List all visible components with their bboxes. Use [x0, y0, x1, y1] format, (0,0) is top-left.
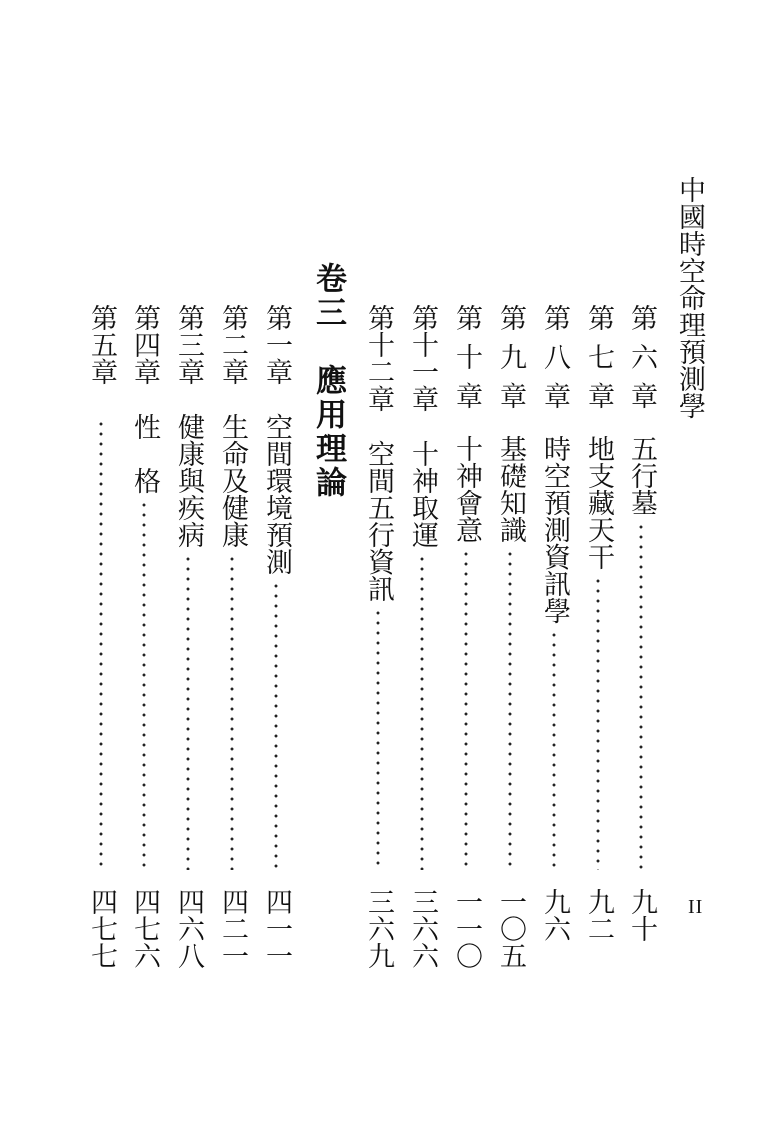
toc-leader-dots	[508, 549, 512, 870]
toc-chapter: 第五章	[86, 304, 117, 385]
toc-entry-label	[409, 304, 436, 548]
toc-title: 空間五行資訊	[363, 440, 394, 602]
toc-leader-dots	[142, 500, 146, 870]
toc-chapter: 第一章	[261, 304, 292, 385]
toc-entry-label	[219, 304, 246, 548]
book-title: 中國時空命理預測學	[674, 176, 705, 419]
toc-entry-label	[541, 304, 568, 624]
toc-entry-label	[497, 304, 524, 543]
toc-entry-label	[263, 304, 290, 575]
toc-title: 生命及健康	[217, 413, 248, 548]
toc-leader-dots	[639, 522, 643, 870]
toc-page-number: 九二	[583, 888, 614, 942]
toc-title: 時空預測資訊學	[539, 435, 570, 624]
toc-page-number: 三六九	[363, 888, 394, 969]
toc-entry-label	[585, 304, 612, 570]
toc-chapter: 第九章	[495, 304, 526, 421]
toc-leader-dots	[230, 554, 234, 870]
toc-chapter: 第七章	[583, 304, 614, 421]
toc-page-number: 四六八	[173, 888, 204, 969]
toc-entry-label	[365, 304, 392, 602]
toc-leader-dots	[596, 576, 600, 870]
toc-chapter: 第三章	[173, 304, 204, 385]
page-number: II	[688, 896, 704, 918]
toc-page-number: 九十	[626, 888, 657, 942]
toc-chapter: 第八章	[539, 304, 570, 421]
toc-chapter: 第十一章	[407, 304, 438, 412]
toc-entry-label	[628, 304, 655, 516]
toc-title: 十神會意	[451, 435, 482, 543]
toc-chapter: 第十二章	[363, 304, 394, 412]
toc-leader-dots	[274, 581, 278, 870]
toc-entry-label	[453, 304, 480, 543]
toc-title: 地支藏天干	[583, 435, 614, 570]
section-title: 卷三 應用理論	[310, 262, 346, 500]
toc-leader-dots	[420, 554, 424, 870]
toc-title: 性 格	[129, 413, 160, 494]
toc-page-number: 四七六	[129, 888, 160, 969]
toc-chapter: 第十章	[451, 304, 482, 421]
toc-leader-dots	[464, 549, 468, 870]
toc-title: 基礎知識	[495, 435, 526, 543]
toc-leader-dots	[376, 608, 380, 870]
toc-page-number: 一一〇	[451, 888, 482, 969]
toc-chapter: 第四章	[129, 304, 160, 385]
toc-page-number: 一〇五	[495, 888, 526, 969]
toc-page-number: 三六六	[407, 888, 438, 969]
toc-title: 十神取運	[407, 440, 438, 548]
toc-entry-label	[175, 304, 202, 548]
toc-chapter: 第六章	[626, 304, 657, 421]
toc-page-number: 四一一	[261, 888, 292, 969]
toc-leader-dots	[552, 630, 556, 870]
toc-entry-label	[88, 304, 115, 413]
toc-page-number: 四七七	[86, 888, 117, 969]
toc-page-number: 四二一	[217, 888, 248, 969]
toc-title: 健康與疾病	[173, 413, 204, 548]
toc-leader-dots	[99, 419, 103, 870]
toc-page-number: 九六	[539, 888, 570, 942]
toc-title: 空間環境預測	[261, 413, 292, 575]
toc-leader-dots	[186, 554, 190, 870]
toc-entry-label	[131, 304, 158, 494]
toc-title: 五行墓	[626, 435, 657, 516]
toc-chapter: 第二章	[217, 304, 248, 385]
